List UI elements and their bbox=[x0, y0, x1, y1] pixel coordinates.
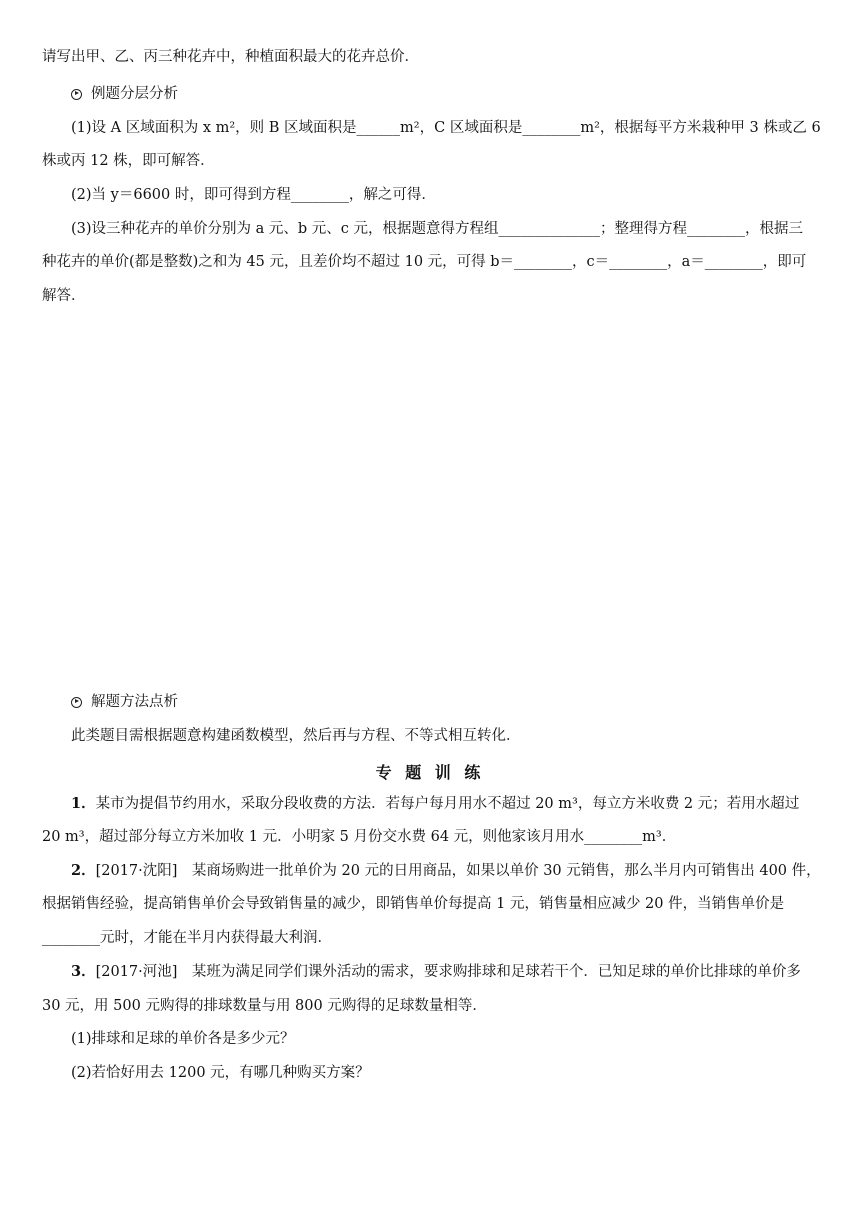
method-text: 此类题目需根据题意构建函数模型，然后再与方程、不等式相互转化． bbox=[71, 728, 521, 744]
analysis-step1-line2: 株或丙 12 株，即可解答． bbox=[42, 153, 215, 169]
question-2-line2: 根据销售经验，提高销售单价会导致销售量的减少，即销售单价每提高 1 元，销售量相应减少 20 件，当销售单价是 bbox=[42, 896, 785, 912]
question-3-line2: 30 元，用 500 元购得的排球数量与用 800 元购得的足球数量相等． bbox=[42, 998, 487, 1014]
question-3-sub2: (2)若恰好用去 1200 元，有哪几种购买方案？ bbox=[71, 1065, 370, 1081]
analysis-step3-line2: 种花卉的单价(都是整数)之和为 45 元，且差价均不超过 10 元，可得 b＝________，c＝________，a＝________，即可 bbox=[42, 254, 807, 270]
analysis-step1-line1: (1)设 A 区域面积为 x m²，则 B 区域面积是______m²，C 区域面积是________m²，根据每平方米栽种甲 3 株或乙 6 bbox=[71, 120, 821, 136]
analysis-step3-line3: 解答． bbox=[42, 288, 86, 304]
play-circle-icon bbox=[71, 697, 82, 708]
question-2-text: [2017·沈阳] 某商场购进一批单价为 20 元的日用商品，如果以单价 30 元销售，那么半月内可销售出 400 件， bbox=[95, 863, 821, 879]
analysis-step2: (2)当 y＝6600 时，即可得到方程________，解之可得． bbox=[71, 187, 436, 203]
question-3-line1 bbox=[71, 962, 831, 982]
analysis-heading bbox=[71, 84, 831, 104]
question-1-number: 1． bbox=[71, 795, 96, 812]
training-title: 专 题 训 练 bbox=[375, 763, 485, 782]
question-1-text: 某市为提倡节约用水，采取分段收费的方法．若每户每月用水不超过 20 m³，每立方米收费 2 元；若用水超过 bbox=[95, 796, 800, 812]
question-1-line2: 20 m³，超过部分每立方米加收 1 元．小明家 5 月份交水费 64 元，则他家该月用水________m³． bbox=[42, 829, 677, 845]
analysis-step3-line1: (3)设三种花卉的单价分别为 a 元、b 元、c 元，根据题意得方程组______________；整理得方程________，根据三 bbox=[71, 221, 804, 237]
question-1-line1 bbox=[71, 794, 831, 814]
question-3-number: 3． bbox=[71, 963, 96, 980]
method-heading-label: 解题方法点析 bbox=[91, 694, 178, 710]
question-2-number: 2． bbox=[71, 862, 96, 879]
question-2-line3: ________元时，才能在半月内获得最大利润． bbox=[42, 930, 332, 946]
analysis-heading-label: 例题分层分析 bbox=[91, 86, 178, 102]
play-circle-icon bbox=[71, 89, 82, 100]
question-3-sub1: (1)排球和足球的单价各是多少元？ bbox=[71, 1031, 295, 1047]
method-heading bbox=[71, 692, 831, 712]
intro-text: 请写出甲、乙、丙三种花卉中，种植面积最大的花卉总价． bbox=[42, 49, 419, 65]
question-3-text: [2017·河池] 某班为满足同学们课外活动的需求，要求购排球和足球若干个．已知足球的单价比排球的单价多 bbox=[95, 964, 801, 980]
question-2-line1 bbox=[71, 861, 831, 881]
